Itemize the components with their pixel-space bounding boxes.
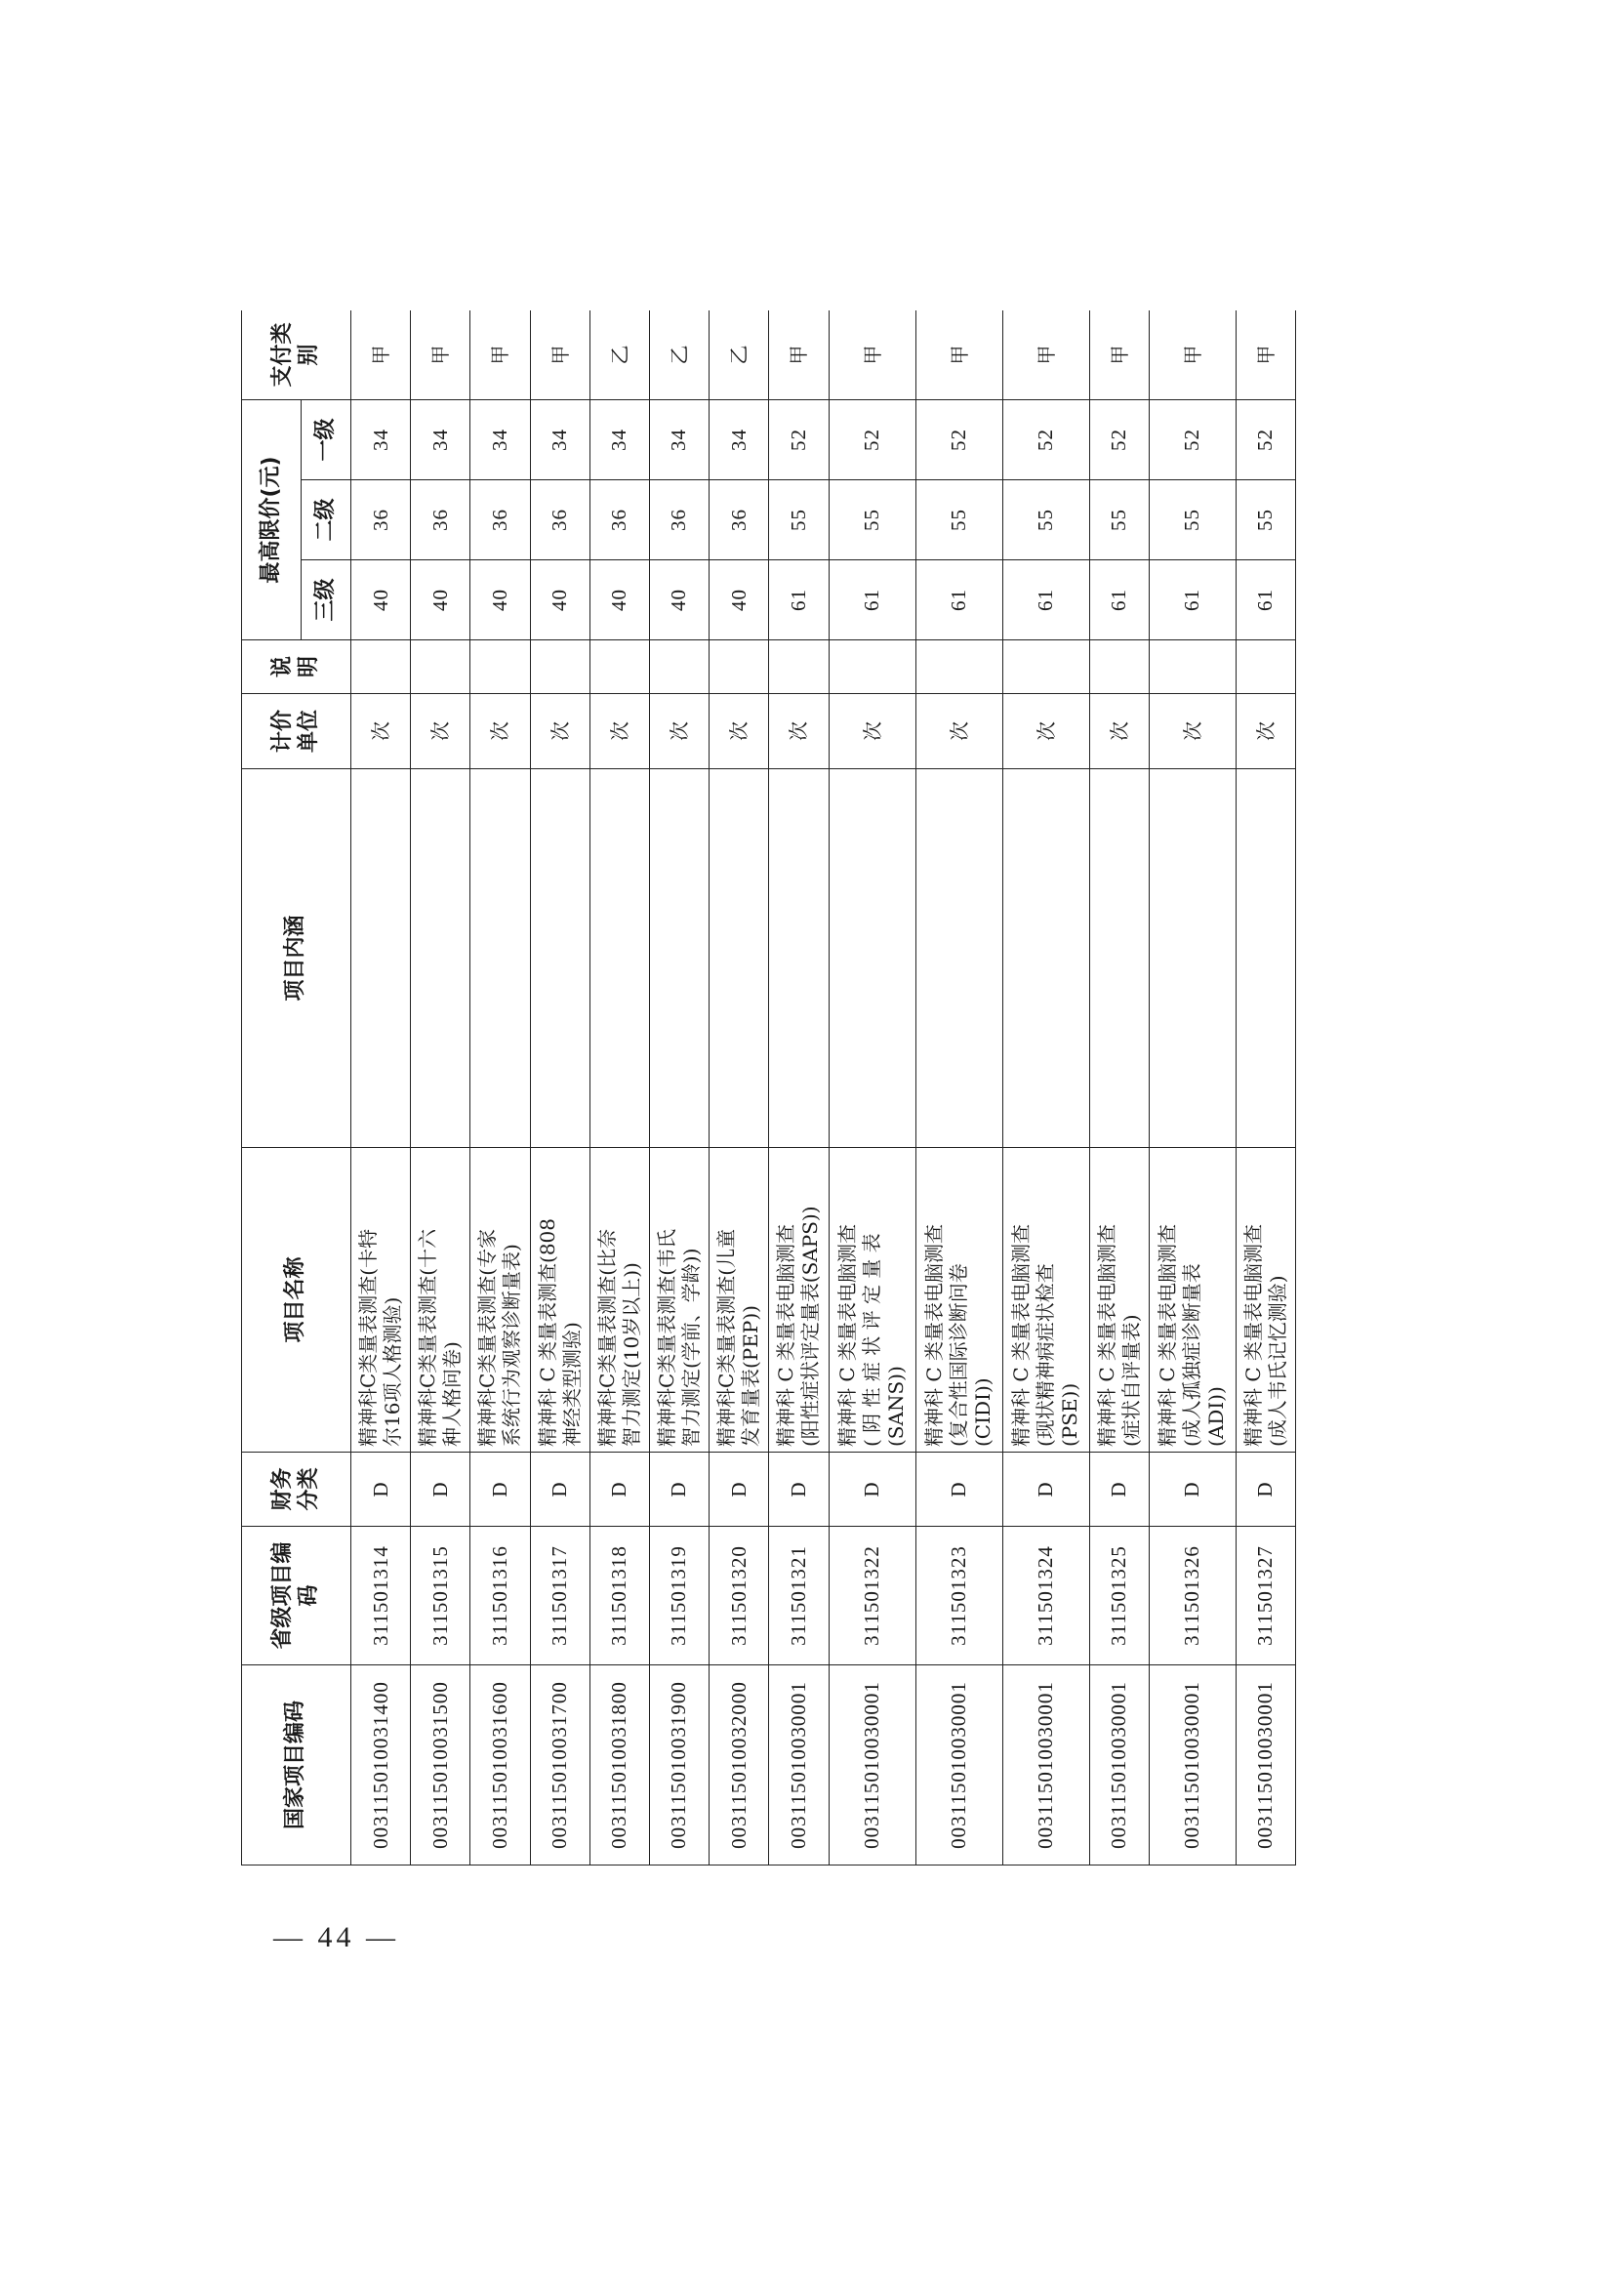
price-level2-cell: 36 — [470, 480, 530, 560]
header-level1: 一级 — [302, 399, 351, 479]
national-code-cell: 003115010030001 — [1089, 1665, 1149, 1866]
item-content-cell — [530, 769, 589, 1148]
price-level2-cell: 36 — [710, 480, 769, 560]
price-level3-cell: 40 — [589, 560, 649, 640]
item-name-cell — [589, 1148, 649, 1453]
table-row — [589, 310, 649, 1866]
item-name-line: (CIDI)) — [971, 1377, 995, 1447]
finance-category-cell: D — [1236, 1453, 1295, 1527]
payment-category-cell: 甲 — [1236, 310, 1295, 399]
item-name-cell — [1236, 1148, 1295, 1453]
header-note: 说明 — [242, 640, 351, 694]
item-name-line: (PSE)) — [1058, 1382, 1081, 1447]
item-content-cell — [1089, 769, 1149, 1148]
national-code-cell: 003115010030001 — [1149, 1665, 1236, 1866]
provincial-code-cell: 311501314 — [351, 1527, 411, 1665]
header-level2: 二级 — [302, 480, 351, 560]
item-name-line: 精神科 C 类量表电脑测查 — [922, 1223, 946, 1447]
item-content-cell — [1236, 769, 1295, 1148]
finance-category-cell: D — [1089, 1453, 1149, 1527]
item-name-cell — [769, 1148, 829, 1453]
table-row — [530, 310, 589, 1866]
payment-category-cell: 甲 — [915, 310, 1002, 399]
pricing-unit-cell: 次 — [1149, 694, 1236, 769]
price-level1-cell: 34 — [351, 399, 411, 479]
item-name-line: 神经类型测验) — [559, 1322, 584, 1447]
table-row — [1089, 310, 1149, 1866]
table-row — [829, 310, 915, 1866]
national-code-cell: 003115010031800 — [589, 1665, 649, 1866]
header-item-content: 项目内涵 — [242, 769, 351, 1148]
price-level3-cell: 61 — [1089, 560, 1149, 640]
note-cell — [649, 640, 709, 694]
item-content-cell — [1002, 769, 1089, 1148]
note-cell — [915, 640, 1002, 694]
item-name-line: 精神科C类量表测查(十六 — [416, 1228, 440, 1447]
item-name-line: 系统行为观察诊断量表) — [500, 1244, 524, 1447]
item-content-cell — [1149, 769, 1236, 1148]
note-cell — [1002, 640, 1089, 694]
price-level2-cell: 55 — [1002, 480, 1089, 560]
national-code-cell: 003115010031500 — [411, 1665, 470, 1866]
item-name-line: (ADI)) — [1204, 1386, 1229, 1447]
price-level2-cell: 55 — [915, 480, 1002, 560]
national-code-cell: 003115010030001 — [915, 1665, 1002, 1866]
price-level3-cell: 61 — [915, 560, 1002, 640]
price-level1-cell: 52 — [829, 399, 915, 479]
price-level1-cell: 34 — [649, 399, 709, 479]
table-row — [710, 310, 769, 1866]
item-name-line: 精神科C类量表测查(韦氏 — [655, 1228, 679, 1447]
payment-category-cell: 乙 — [589, 310, 649, 399]
pricing-unit-cell: 次 — [829, 694, 915, 769]
item-name-line: 精神科C类量表测查(专家 — [475, 1228, 500, 1447]
finance-category-cell: D — [769, 1453, 829, 1527]
pricing-unit-cell: 次 — [1089, 694, 1149, 769]
pricing-unit-cell: 次 — [649, 694, 709, 769]
header-row-1 — [242, 310, 302, 1866]
provincial-code-cell: 311501320 — [710, 1527, 769, 1665]
pricing-unit-cell: 次 — [710, 694, 769, 769]
item-name-line: 精神科 C 类量表电脑测查 — [1094, 1223, 1118, 1447]
item-name-line: 种人格问卷) — [440, 1341, 465, 1447]
note-cell — [1149, 640, 1236, 694]
finance-category-cell: D — [470, 1453, 530, 1527]
payment-category-cell: 甲 — [1149, 310, 1236, 399]
table-row — [351, 310, 411, 1866]
note-cell — [769, 640, 829, 694]
finance-category-cell: D — [649, 1453, 709, 1527]
price-level1-cell: 52 — [769, 399, 829, 479]
provincial-code-cell: 311501317 — [530, 1527, 589, 1665]
price-level2-cell: 55 — [769, 480, 829, 560]
price-level1-cell: 34 — [411, 399, 470, 479]
pricing-unit-cell: 次 — [411, 694, 470, 769]
pricing-unit-cell: 次 — [915, 694, 1002, 769]
table-row — [411, 310, 470, 1866]
item-content-cell — [710, 769, 769, 1148]
item-content-cell — [470, 769, 530, 1148]
price-level2-cell: 55 — [1089, 480, 1149, 560]
table-row — [649, 310, 709, 1866]
provincial-code-cell: 311501315 — [411, 1527, 470, 1665]
item-name-cell — [351, 1148, 411, 1453]
table-row — [915, 310, 1002, 1866]
note-cell — [1089, 640, 1149, 694]
price-level3-cell: 40 — [649, 560, 709, 640]
national-code-cell: 003115010030001 — [769, 1665, 829, 1866]
price-level2-cell: 55 — [1236, 480, 1295, 560]
pricing-unit-cell: 次 — [1236, 694, 1295, 769]
national-code-cell: 003115010031400 — [351, 1665, 411, 1866]
provincial-code-cell: 311501322 — [829, 1527, 915, 1665]
rotated-table-container — [241, 310, 1296, 1866]
header-national-code: 国家项目编码 — [242, 1665, 351, 1866]
price-level3-cell: 40 — [530, 560, 589, 640]
payment-category-cell: 甲 — [470, 310, 530, 399]
provincial-code-cell: 311501325 — [1089, 1527, 1149, 1665]
item-name-cell — [1149, 1148, 1236, 1453]
pricing-unit-cell: 次 — [1002, 694, 1089, 769]
price-level1-cell: 52 — [1149, 399, 1236, 479]
pricing-unit-cell: 次 — [589, 694, 649, 769]
finance-category-cell: D — [530, 1453, 589, 1527]
price-level2-cell: 36 — [649, 480, 709, 560]
provincial-code-cell: 311501321 — [769, 1527, 829, 1665]
price-level2-cell: 36 — [351, 480, 411, 560]
provincial-code-cell: 311501318 — [589, 1527, 649, 1665]
price-level2-cell: 36 — [530, 480, 589, 560]
provincial-code-cell: 311501319 — [649, 1527, 709, 1665]
item-content-cell — [411, 769, 470, 1148]
pricing-unit-cell: 次 — [470, 694, 530, 769]
price-level1-cell: 52 — [1236, 399, 1295, 479]
table-row — [1002, 310, 1089, 1866]
header-payment-category: 支付类别 — [242, 310, 351, 399]
national-code-cell: 003115010032000 — [710, 1665, 769, 1866]
finance-category-cell: D — [915, 1453, 1002, 1527]
item-content-cell — [351, 769, 411, 1148]
price-level1-cell: 34 — [589, 399, 649, 479]
finance-category-cell: D — [589, 1453, 649, 1527]
note-cell — [710, 640, 769, 694]
item-content-cell — [649, 769, 709, 1148]
pricing-unit-cell: 次 — [530, 694, 589, 769]
payment-category-cell: 甲 — [829, 310, 915, 399]
finance-category-cell: D — [351, 1453, 411, 1527]
item-name-line: (复合性国际诊断问卷 — [947, 1263, 970, 1447]
national-code-cell: 003115010031900 — [649, 1665, 709, 1866]
note-cell — [1236, 640, 1295, 694]
fee-table — [241, 310, 1296, 1866]
header-item-name: 项目名称 — [242, 1148, 351, 1453]
item-name-line: 智力测定(10岁以上)) — [619, 1262, 643, 1447]
payment-category-cell: 甲 — [769, 310, 829, 399]
item-name-line: 精神科C类量表测查(比奈 — [594, 1228, 619, 1447]
table-row — [769, 310, 829, 1866]
item-name-line: 精神科 C 类量表测查(808 — [535, 1218, 559, 1447]
finance-category-cell: D — [829, 1453, 915, 1527]
payment-category-cell: 甲 — [530, 310, 589, 399]
item-name-line: 精神科C类量表测查(卡特 — [356, 1228, 381, 1447]
pricing-unit-cell: 次 — [769, 694, 829, 769]
item-content-cell — [829, 769, 915, 1148]
item-content-cell — [769, 769, 829, 1148]
national-code-cell: 003115010030001 — [1002, 1665, 1089, 1866]
item-name-line: 精神科 C 类量表电脑测查 — [835, 1223, 859, 1447]
note-cell — [351, 640, 411, 694]
price-level3-cell: 40 — [411, 560, 470, 640]
price-level2-cell: 36 — [411, 480, 470, 560]
price-level1-cell: 34 — [470, 399, 530, 479]
provincial-code-cell: 311501327 — [1236, 1527, 1295, 1665]
item-name-cell — [530, 1148, 589, 1453]
provincial-code-cell: 311501326 — [1149, 1527, 1236, 1665]
national-code-cell: 003115010031700 — [530, 1665, 589, 1866]
price-level3-cell: 40 — [351, 560, 411, 640]
payment-category-cell: 甲 — [351, 310, 411, 399]
item-name-line: (阳性症状评定量表(SAPS)) — [798, 1206, 823, 1447]
item-name-line: 精神科 C 类量表电脑测查 — [1156, 1223, 1180, 1447]
item-name-line: 精神科C类量表测查(儿童 — [714, 1228, 739, 1447]
item-name-line: (成人孤独症诊断量表 — [1180, 1263, 1204, 1447]
item-name-line: (现状精神病症状检查 — [1034, 1263, 1057, 1447]
header-pricing-unit: 计价单位 — [242, 694, 351, 769]
payment-category-cell: 乙 — [649, 310, 709, 399]
table-row — [470, 310, 530, 1866]
header-provincial-code: 省级项目编码 — [242, 1527, 351, 1665]
item-name-line: ( 阴 性 症 状 评 定 量 表 — [860, 1233, 883, 1447]
payment-category-cell: 甲 — [1002, 310, 1089, 399]
price-level3-cell: 61 — [769, 560, 829, 640]
finance-category-cell: D — [710, 1453, 769, 1527]
item-name-line: (成人韦氏记忆测验) — [1265, 1275, 1289, 1447]
price-level3-cell: 61 — [1236, 560, 1295, 640]
header-finance-category: 财务分类 — [242, 1453, 351, 1527]
price-level2-cell: 55 — [829, 480, 915, 560]
item-content-cell — [589, 769, 649, 1148]
item-name-cell — [411, 1148, 470, 1453]
item-name-cell — [829, 1148, 915, 1453]
header-level3: 三级 — [302, 560, 351, 640]
price-level1-cell: 52 — [1002, 399, 1089, 479]
finance-category-cell: D — [1149, 1453, 1236, 1527]
note-cell — [589, 640, 649, 694]
item-content-cell — [915, 769, 1002, 1148]
item-name-line: 精神科 C 类量表电脑测查 — [774, 1223, 798, 1447]
price-level1-cell: 52 — [1089, 399, 1149, 479]
national-code-cell: 003115010031600 — [470, 1665, 530, 1866]
note-cell — [530, 640, 589, 694]
national-code-cell: 003115010030001 — [829, 1665, 915, 1866]
payment-category-cell: 甲 — [411, 310, 470, 399]
note-cell — [411, 640, 470, 694]
price-level3-cell: 40 — [710, 560, 769, 640]
note-cell — [829, 640, 915, 694]
provincial-code-cell: 311501316 — [470, 1527, 530, 1665]
payment-category-cell: 甲 — [1089, 310, 1149, 399]
payment-category-cell: 乙 — [710, 310, 769, 399]
price-level1-cell: 52 — [915, 399, 1002, 479]
item-name-line: (SANS)) — [884, 1366, 908, 1447]
provincial-code-cell: 311501323 — [915, 1527, 1002, 1665]
pricing-unit-cell: 次 — [351, 694, 411, 769]
price-level3-cell: 40 — [470, 560, 530, 640]
finance-category-cell: D — [1002, 1453, 1089, 1527]
table-rotator — [241, 310, 1296, 1866]
national-code-cell: 003115010030001 — [1236, 1665, 1295, 1866]
price-level2-cell: 36 — [589, 480, 649, 560]
table-body — [351, 310, 1296, 1866]
table-row — [1149, 310, 1236, 1866]
item-name-line: 精神科 C 类量表电脑测查 — [1009, 1223, 1033, 1447]
price-level3-cell: 61 — [1149, 560, 1236, 640]
finance-category-cell: D — [411, 1453, 470, 1527]
provincial-code-cell: 311501324 — [1002, 1527, 1089, 1665]
page-number: — 44 — — [273, 1921, 399, 1953]
price-level3-cell: 61 — [1002, 560, 1089, 640]
item-name-line: 精神科 C 类量表电脑测查 — [1240, 1223, 1265, 1447]
item-name-cell — [710, 1148, 769, 1453]
item-name-cell — [1089, 1148, 1149, 1453]
item-name-cell — [915, 1148, 1002, 1453]
item-name-line: 尔16项人格测验) — [381, 1296, 405, 1447]
table-row — [1236, 310, 1295, 1866]
price-level2-cell: 55 — [1149, 480, 1236, 560]
header-max-price: 最高限价(元) — [242, 399, 302, 639]
item-name-cell — [470, 1148, 530, 1453]
item-name-line: 发育量表(PEP)) — [739, 1305, 763, 1447]
item-name-cell — [649, 1148, 709, 1453]
item-name-line: 智力测定(学前、学龄)) — [679, 1248, 704, 1447]
note-cell — [470, 640, 530, 694]
item-name-cell — [1002, 1148, 1089, 1453]
item-name-line: (症状自评量表) — [1118, 1314, 1143, 1447]
price-level1-cell: 34 — [710, 399, 769, 479]
price-level3-cell: 61 — [829, 560, 915, 640]
price-level1-cell: 34 — [530, 399, 589, 479]
